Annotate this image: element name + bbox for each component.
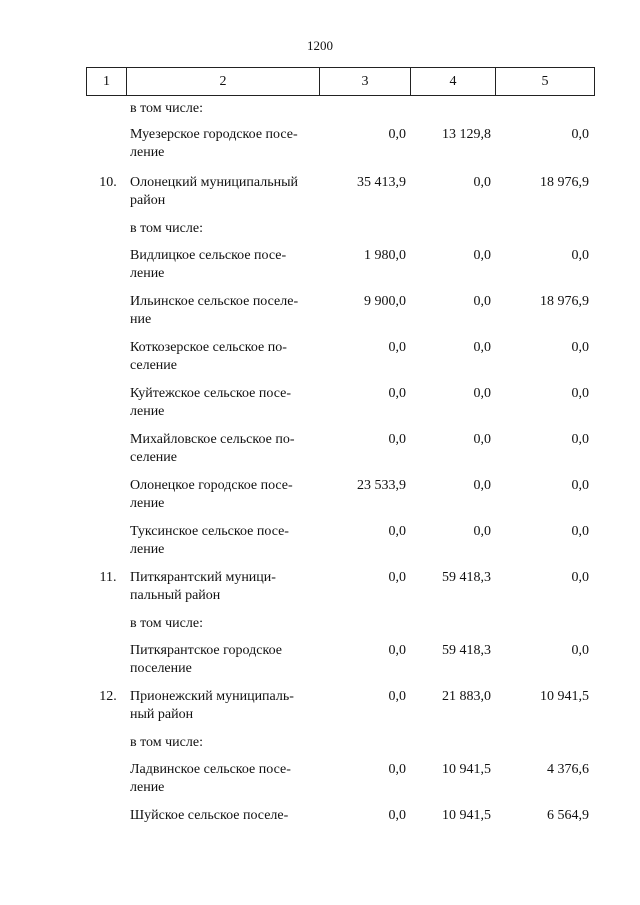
value-col-3: 23 533,9 (357, 478, 406, 493)
value-col-3: 0,0 (388, 762, 406, 777)
value-col-4: 0,0 (473, 386, 491, 401)
value-col-5: 0,0 (571, 432, 589, 447)
table-row (86, 477, 595, 513)
row-name-line: ние (130, 312, 152, 327)
row-name-line: Питкярантское городское (130, 643, 282, 658)
header-cell-4: 4 (411, 68, 496, 95)
row-name-line: Олонецкое городское посе- (130, 478, 293, 493)
row-name (126, 523, 319, 559)
row-name (126, 174, 319, 210)
row-name-line: район (130, 193, 166, 208)
table-row (86, 761, 595, 797)
value-col-4: 0,0 (473, 524, 491, 539)
value-col-5: 0,0 (571, 248, 589, 263)
value-col-3: 0,0 (388, 689, 406, 704)
row-name-line: ление (130, 780, 165, 795)
row-name (126, 126, 319, 162)
row-name-line: Видлицкое сельское посе- (130, 248, 287, 263)
row-name-line: в том числе: (130, 616, 203, 631)
row-name (126, 100, 319, 118)
row-name-line: Ладвинское сельское посе- (130, 762, 291, 777)
row-name (126, 220, 319, 238)
value-col-4: 0,0 (473, 432, 491, 447)
value-col-3: 0,0 (388, 386, 406, 401)
value-col-5: 4 376,6 (547, 762, 589, 777)
row-name-line: Муезерское городское посе- (130, 127, 298, 142)
row-name-line: ление (130, 266, 165, 281)
row-name (126, 339, 319, 375)
value-col-3: 0,0 (388, 643, 406, 658)
value-col-4: 10 941,5 (442, 808, 491, 823)
value-col-5: 6 564,9 (547, 808, 589, 823)
value-col-5: 0,0 (571, 386, 589, 401)
row-name (126, 477, 319, 513)
value-col-4: 59 418,3 (442, 570, 491, 585)
row-name-line: Питкярантский муници- (130, 570, 276, 585)
row-name (126, 293, 319, 329)
value-col-4: 0,0 (473, 248, 491, 263)
row-name-line: ление (130, 542, 165, 557)
value-col-3: 0,0 (388, 808, 406, 823)
table-row (86, 734, 595, 752)
row-number: 12. (99, 689, 117, 704)
value-col-4: 21 883,0 (442, 689, 491, 704)
value-col-4: 13 129,8 (442, 127, 491, 142)
table-row (86, 174, 595, 210)
row-name-line: Михайловское сельское по- (130, 432, 295, 447)
row-name (126, 385, 319, 421)
value-col-4: 0,0 (473, 294, 491, 309)
table-row (86, 807, 595, 825)
value-col-3: 35 413,9 (357, 175, 406, 190)
row-name-line: Олонецкий муниципальный (130, 175, 298, 190)
header-cell-1: 1 (87, 68, 127, 95)
table-row (86, 247, 595, 283)
table-row (86, 688, 595, 724)
table-row (86, 385, 595, 421)
row-name-line: в том числе: (130, 101, 203, 116)
row-name-line: ный район (130, 707, 194, 722)
row-name (126, 688, 319, 724)
row-name-line: ление (130, 404, 165, 419)
row-name (126, 642, 319, 678)
row-name-line: ление (130, 145, 165, 160)
row-name (126, 431, 319, 467)
row-name-line: селение (130, 450, 177, 465)
value-col-3: 0,0 (388, 340, 406, 355)
table-body (86, 100, 595, 825)
value-col-5: 18 976,9 (540, 294, 589, 309)
table-row (86, 220, 595, 238)
value-col-5: 10 941,5 (540, 689, 589, 704)
row-name-line: Шуйское сельское поселе- (130, 808, 289, 823)
value-col-4: 0,0 (473, 340, 491, 355)
row-name (126, 807, 319, 825)
value-col-5: 0,0 (571, 340, 589, 355)
header-cell-2: 2 (127, 68, 320, 95)
value-col-5: 0,0 (571, 643, 589, 658)
row-name-line: Коткозерское сельское по- (130, 340, 287, 355)
row-name-line: Куйтежское сельское посе- (130, 386, 291, 401)
row-name-line: в том числе: (130, 735, 203, 750)
row-name (126, 734, 319, 752)
row-name-line: ление (130, 496, 165, 511)
row-name-line: Туксинское сельское посе- (130, 524, 289, 539)
row-number: 11. (99, 570, 117, 585)
value-col-4: 0,0 (473, 478, 491, 493)
header-cell-3: 3 (320, 68, 411, 95)
value-col-5: 0,0 (571, 570, 589, 585)
row-name-line: селение (130, 358, 177, 373)
value-col-4: 10 941,5 (442, 762, 491, 777)
row-name-line: пальный район (130, 588, 221, 603)
value-col-5: 0,0 (571, 478, 589, 493)
row-name (126, 615, 319, 633)
value-col-4: 59 418,3 (442, 643, 491, 658)
row-name-line: Прионежский муниципаль- (130, 689, 294, 704)
table-row (86, 642, 595, 678)
value-col-4: 0,0 (473, 175, 491, 190)
row-name (126, 247, 319, 283)
table-row (86, 339, 595, 375)
table-row (86, 126, 595, 162)
table-row (86, 523, 595, 559)
row-name-line: поселение (130, 661, 192, 676)
row-name (126, 569, 319, 605)
page-number: 1200 (307, 38, 333, 53)
table-row (86, 431, 595, 467)
table-row (86, 100, 595, 118)
row-number: 10. (99, 175, 117, 190)
table-row (86, 615, 595, 633)
value-col-3: 9 900,0 (364, 294, 406, 309)
value-col-3: 0,0 (388, 127, 406, 142)
value-col-3: 0,0 (388, 524, 406, 539)
table-header-row (86, 67, 595, 96)
value-col-5: 18 976,9 (540, 175, 589, 190)
value-col-3: 0,0 (388, 570, 406, 585)
table-row (86, 569, 595, 605)
table-row (86, 293, 595, 329)
row-name (126, 761, 319, 797)
row-name-line: в том числе: (130, 221, 203, 236)
header-cell-5: 5 (541, 73, 549, 89)
value-col-5: 0,0 (571, 127, 589, 142)
value-col-3: 0,0 (388, 432, 406, 447)
value-col-3: 1 980,0 (364, 248, 406, 263)
value-col-5: 0,0 (571, 524, 589, 539)
row-name-line: Ильинское сельское поселе- (130, 294, 299, 309)
